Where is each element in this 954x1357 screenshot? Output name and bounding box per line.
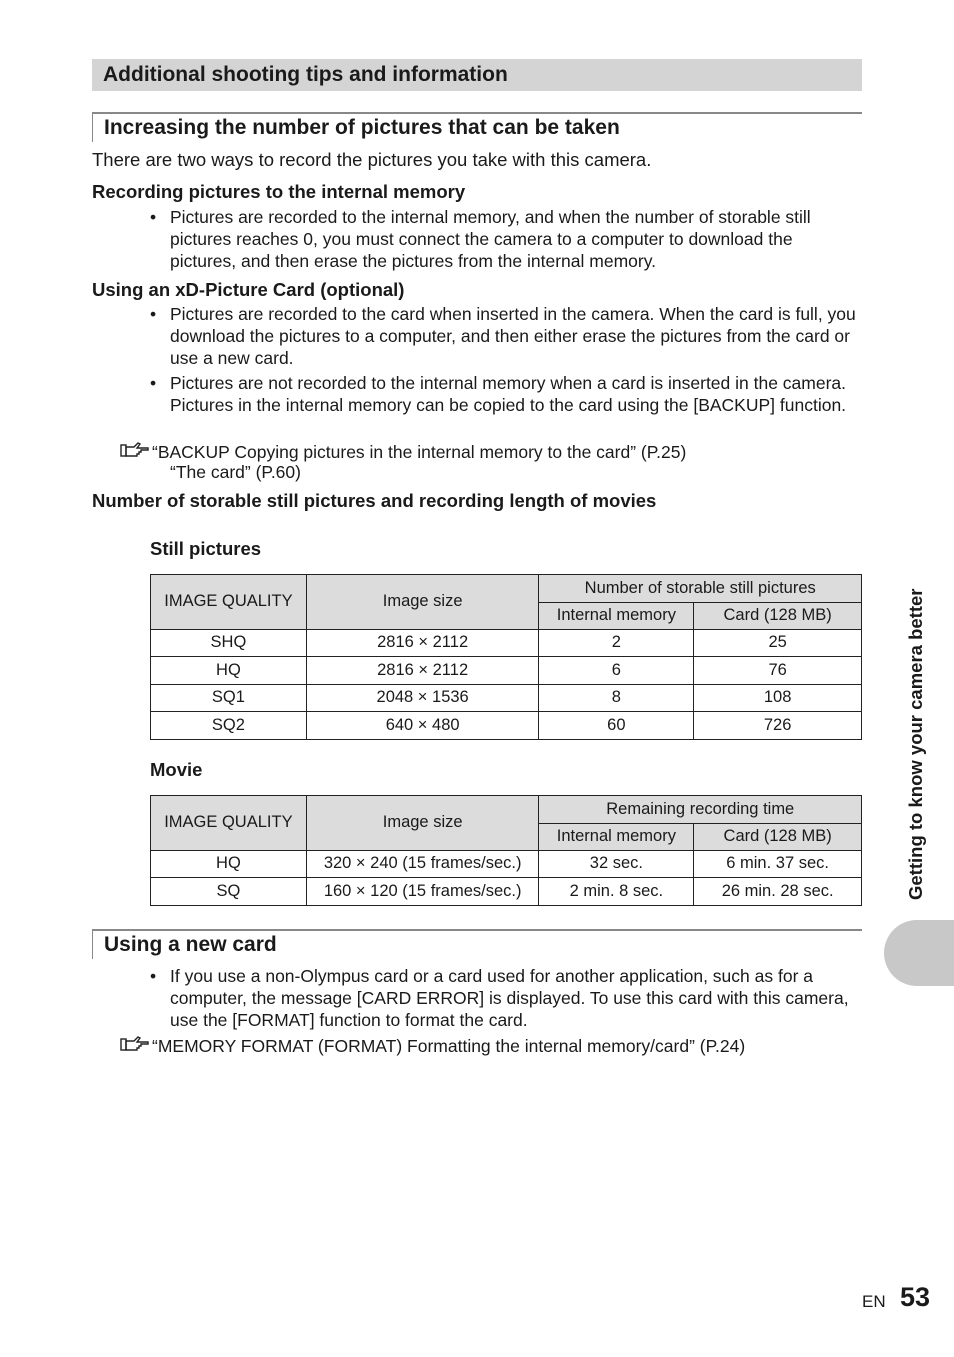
chapter-side-label: Getting to know your camera better bbox=[905, 588, 926, 900]
table-row bbox=[151, 629, 862, 657]
card-bullet-2 bbox=[150, 372, 862, 438]
cell-internal: 8 bbox=[539, 684, 694, 712]
cell-internal: 2 bbox=[539, 629, 694, 657]
col-quality-header: IMAGE QUALITY bbox=[151, 575, 307, 630]
page-number: 53 bbox=[900, 1282, 931, 1312]
bullet-icon: • bbox=[150, 304, 157, 324]
still-pictures-label: Still pictures bbox=[150, 538, 262, 559]
movie-table bbox=[150, 795, 862, 906]
cell-internal: 60 bbox=[539, 712, 694, 740]
increasing-heading-box bbox=[92, 112, 862, 142]
card-bullet-1 bbox=[150, 303, 862, 369]
cell-card: 25 bbox=[694, 629, 862, 657]
cell-card: 6 min. 37 sec. bbox=[694, 850, 862, 878]
card-bullet-text-2: Pictures are not recorded to the internal memory when a card is inserted in the camera. Pictures in the internal memory can be copied to the card using the [BACKUP] function. bbox=[170, 373, 847, 415]
card-heading: Using an xD-Picture Card (optional) bbox=[92, 279, 405, 300]
new-card-heading-box bbox=[92, 929, 862, 959]
internal-memory-heading: Recording pictures to the internal memory bbox=[92, 181, 466, 202]
internal-bullet-text: Pictures are recorded to the internal memory, and when the number of storable still pictures reaches 0, you must connect the camera to a computer to download the pictures, and then erase the pictures from the internal memory. bbox=[170, 207, 811, 271]
section-title-band bbox=[92, 59, 862, 91]
cell-size: 2048 × 1536 bbox=[306, 684, 539, 712]
cell-card: 76 bbox=[694, 657, 862, 685]
cell-size: 640 × 480 bbox=[306, 712, 539, 740]
pointing-hand-icon bbox=[120, 440, 152, 463]
col-group-header: Number of storable still pictures bbox=[539, 575, 862, 603]
storable-heading: Number of storable still pictures and recording length of movies bbox=[92, 490, 657, 511]
cell-internal: 6 bbox=[539, 657, 694, 685]
reference-format-text: “MEMORY FORMAT (FORMAT) Formatting the internal memory/card” (P.24) bbox=[152, 1036, 746, 1056]
cell-size: 2816 × 2112 bbox=[306, 657, 539, 685]
card-bullet-text-1: Pictures are recorded to the card when inserted in the camera. When the card is full, you download the pictures to a computer, and then either erase the pictures from the card or use a new card. bbox=[170, 304, 856, 368]
cell-card: 26 min. 28 sec. bbox=[694, 878, 862, 906]
table-row bbox=[151, 712, 862, 740]
reference-format bbox=[120, 1034, 745, 1057]
col-card-header: Card (128 MB) bbox=[694, 602, 862, 629]
movie-label: Movie bbox=[150, 759, 203, 780]
cell-size: 2816 × 2112 bbox=[306, 629, 539, 657]
col-group-header: Remaining recording time bbox=[539, 796, 862, 824]
table-row bbox=[151, 657, 862, 685]
new-card-bullet-text: If you use a non-Olympus card or a card used for another application, such as for a computer, the message [CARD ERROR] is displayed. To use this card with this camera, use the [FORMAT] function to format the card. bbox=[170, 966, 849, 1030]
table-row bbox=[151, 878, 862, 906]
cell-quality: SQ1 bbox=[151, 684, 307, 712]
bullet-icon: • bbox=[150, 207, 157, 227]
cell-card: 108 bbox=[694, 684, 862, 712]
table-row bbox=[151, 684, 862, 712]
cell-quality: HQ bbox=[151, 850, 307, 878]
bullet-icon: • bbox=[150, 373, 157, 393]
cell-size: 320 × 240 (15 frames/sec.) bbox=[306, 850, 539, 878]
increasing-heading: Increasing the number of pictures that can be taken bbox=[104, 116, 620, 139]
reference-card-text: “The card” (P.60) bbox=[170, 462, 301, 482]
internal-bullet-1 bbox=[150, 206, 862, 272]
new-card-bullet-1 bbox=[150, 965, 862, 1031]
cell-quality: SQ bbox=[151, 878, 307, 906]
cell-quality: SQ2 bbox=[151, 712, 307, 740]
table-row bbox=[151, 850, 862, 878]
cell-size: 160 × 120 (15 frames/sec.) bbox=[306, 878, 539, 906]
reference-backup bbox=[120, 440, 686, 463]
col-internal-header: Internal memory bbox=[539, 602, 694, 629]
col-size-header: Image size bbox=[306, 575, 539, 630]
reference-backup-text: “BACKUP Copying pictures in the internal memory to the card” (P.25) bbox=[152, 442, 687, 462]
section-title: Additional shooting tips and information bbox=[103, 63, 508, 86]
col-internal-header: Internal memory bbox=[539, 823, 694, 850]
cell-quality: HQ bbox=[151, 657, 307, 685]
still-pictures-table bbox=[150, 574, 862, 740]
cell-internal: 2 min. 8 sec. bbox=[539, 878, 694, 906]
cell-internal: 32 sec. bbox=[539, 850, 694, 878]
col-quality-header: IMAGE QUALITY bbox=[151, 796, 307, 851]
col-size-header: Image size bbox=[306, 796, 539, 851]
cell-quality: SHQ bbox=[151, 629, 307, 657]
cell-card: 726 bbox=[694, 712, 862, 740]
chapter-tab bbox=[884, 920, 954, 986]
page-language: EN bbox=[862, 1292, 886, 1311]
pointing-hand-icon bbox=[120, 1034, 152, 1057]
bullet-icon: • bbox=[150, 966, 157, 986]
intro-text: There are two ways to record the pictures you take with this camera. bbox=[92, 149, 652, 170]
col-card-header: Card (128 MB) bbox=[694, 823, 862, 850]
new-card-heading: Using a new card bbox=[104, 933, 277, 956]
